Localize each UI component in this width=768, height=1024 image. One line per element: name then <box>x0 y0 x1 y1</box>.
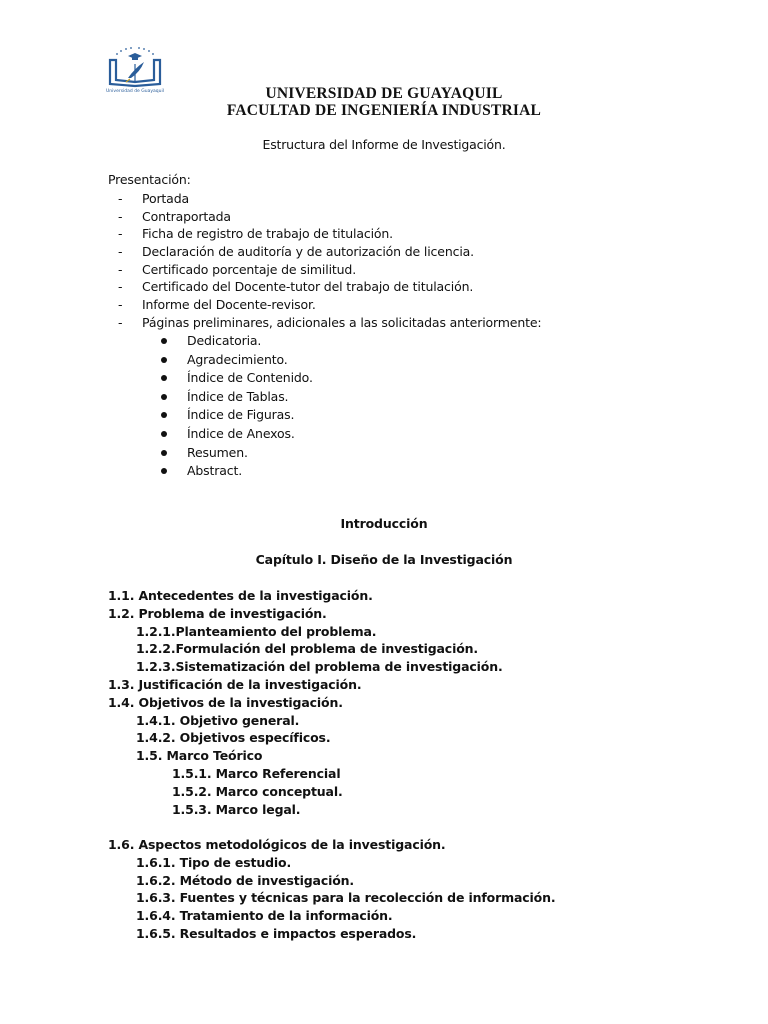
chapter-outline <box>108 587 503 818</box>
list-item <box>159 351 313 370</box>
bullet-icon <box>161 375 167 381</box>
dash-marker: - <box>118 314 123 330</box>
bullet-icon <box>161 431 167 437</box>
list-item <box>108 243 541 261</box>
logo-caption: Universidad de Guayaquil <box>106 89 164 94</box>
outline-item: 1.2.1.Planteamiento del problema. <box>136 623 377 639</box>
list-item-label: Agradecimiento. <box>187 351 288 367</box>
dash-marker: - <box>118 261 123 277</box>
list-item <box>159 444 313 463</box>
list-item <box>108 190 541 208</box>
list-item <box>159 332 313 351</box>
outline-item: 1.6.3. Fuentes y técnicas para la recolección de información. <box>136 890 556 906</box>
presentation-heading: Presentación: <box>108 172 191 187</box>
outline-item: 1.5.3. Marco legal. <box>172 801 301 817</box>
list-item-label: Portada <box>142 191 189 206</box>
presentation-list <box>108 190 541 332</box>
dash-marker: - <box>118 191 123 206</box>
preliminary-pages-list <box>159 332 313 481</box>
methodology-outline <box>108 836 555 943</box>
list-item <box>159 425 313 444</box>
list-item <box>108 314 541 332</box>
dash-marker: - <box>118 226 123 242</box>
list-item-label: Resumen. <box>187 444 248 460</box>
outline-item: 1.4.1. Objetivo general. <box>136 712 300 728</box>
outline-item: 1.5. Marco Teórico <box>136 748 263 764</box>
bullet-icon <box>161 338 167 344</box>
list-item-label: Contraportada <box>142 208 231 224</box>
list-item <box>108 208 541 226</box>
outline-item: 1.2.3.Sistematización del problema de investigación. <box>136 659 503 675</box>
chapter-heading: Capítulo I. Diseño de la Investigación <box>255 552 513 567</box>
bullet-icon <box>161 450 167 456</box>
outline-item: 1.5.1. Marco Referencial <box>172 765 341 781</box>
list-item-label: Páginas preliminares, adicionales a las solicitadas anteriormente: <box>142 314 542 330</box>
university-name: UNIVERSIDAD DE GUAYAQUIL <box>265 85 503 102</box>
list-item <box>108 278 541 296</box>
list-item <box>108 225 541 243</box>
list-item-label: Índice de Contenido. <box>187 370 313 386</box>
list-item-label: Certificado del Docente-tutor del trabajo de titulación. <box>142 279 474 295</box>
list-item-label: Dedicatoria. <box>187 333 262 348</box>
outline-item: 1.6.4. Tratamiento de la información. <box>136 908 393 924</box>
list-item-label: Informe del Docente-revisor. <box>142 297 316 313</box>
dash-marker: - <box>118 208 123 224</box>
outline-item: 1.5.2. Marco conceptual. <box>172 783 343 799</box>
outline-item: 1.1. Antecedentes de la investigación. <box>108 588 373 603</box>
list-item <box>159 406 313 425</box>
list-item <box>159 462 313 481</box>
list-item-label: Índice de Figuras. <box>187 407 295 423</box>
quill-icon <box>128 62 144 78</box>
list-item <box>159 388 313 407</box>
bullet-icon <box>161 468 167 474</box>
outline-item: 1.3. Justificación de la investigación. <box>108 676 362 692</box>
list-item-label: Índice de Tablas. <box>187 388 289 404</box>
dash-marker: - <box>118 279 123 295</box>
outline-item: 1.6.1. Tipo de estudio. <box>136 854 292 870</box>
bullet-icon <box>161 394 167 400</box>
outline-item: 1.6.5. Resultados e impactos esperados. <box>136 925 417 941</box>
list-item <box>159 369 313 388</box>
list-item-label: Ficha de registro de trabajo de titulación. <box>142 226 393 242</box>
list-item-label: Certificado porcentaje de similitud. <box>142 261 357 277</box>
list-item-label: Declaración de auditoría y de autorización de licencia. <box>142 244 474 260</box>
outline-item: 1.6. Aspectos metodológicos de la investigación. <box>108 837 446 852</box>
outline-item: 1.2. Problema de investigación. <box>108 605 327 621</box>
introduction-heading: Introducción <box>340 516 428 531</box>
bullet-icon <box>161 357 167 363</box>
bullet-icon <box>161 412 167 418</box>
outline-item: 1.2.2.Formulación del problema de investigación. <box>136 641 478 657</box>
list-item <box>108 296 541 314</box>
list-item-label: Índice de Anexos. <box>187 425 295 441</box>
list-item-label: Abstract. <box>187 463 243 479</box>
dash-marker: - <box>118 297 123 313</box>
document-subtitle: Estructura del Informe de Investigación. <box>262 137 506 152</box>
faculty-name: FACULTAD DE INGENIERÍA INDUSTRIAL <box>226 102 542 119</box>
outline-item: 1.4. Objetivos de la investigación. <box>108 694 343 710</box>
dash-marker: - <box>118 244 123 260</box>
outline-item: 1.6.2. Método de investigación. <box>136 872 355 888</box>
outline-item: 1.4.2. Objetivos específicos. <box>136 730 331 746</box>
list-item <box>108 261 541 279</box>
